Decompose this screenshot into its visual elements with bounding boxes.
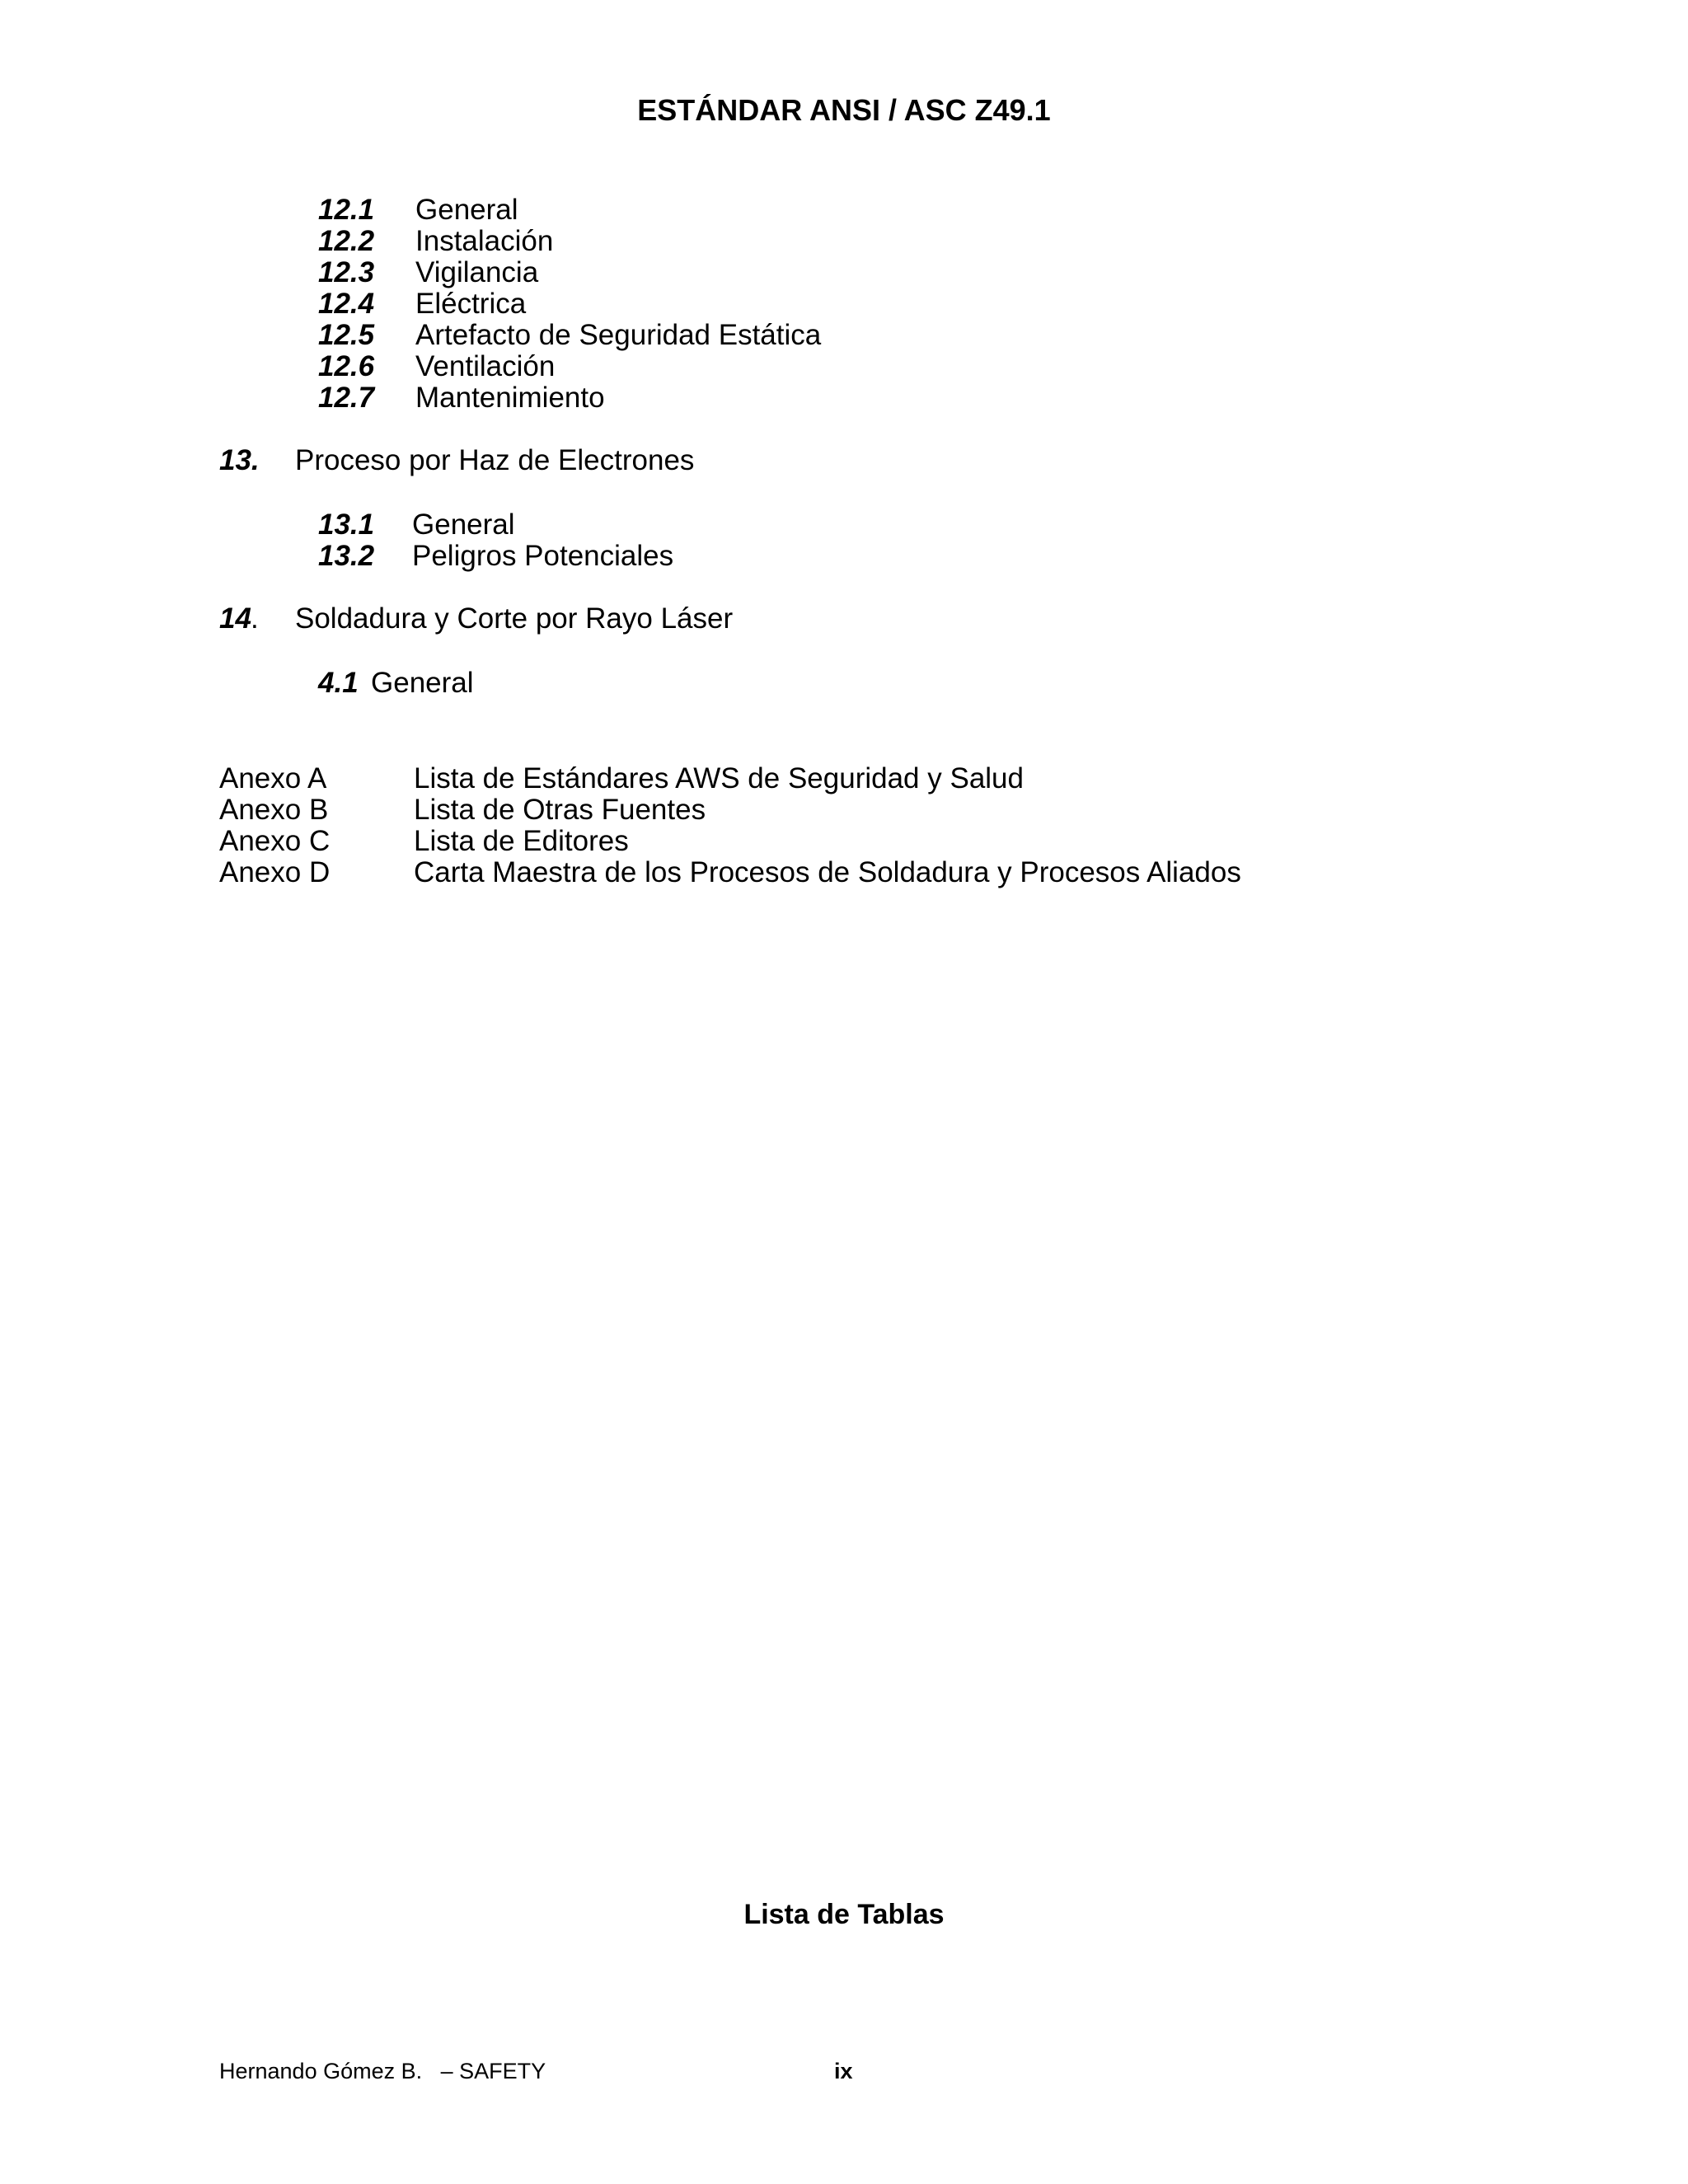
annex-name: Anexo B <box>219 794 329 826</box>
toc-entry-label: Mantenimiento <box>415 382 605 414</box>
toc-entry-number: 12.5 <box>318 319 375 351</box>
footer-author: Hernando Gómez B. – SAFETY <box>219 2059 546 2083</box>
annex-label: Lista de Otras Fuentes <box>414 794 706 826</box>
toc-entry-number: 12.7 <box>318 382 375 414</box>
annex-name: Anexo C <box>219 825 331 857</box>
toc-section-label: Proceso por Haz de Electrones <box>295 444 695 476</box>
toc-entry-label: General <box>371 667 474 699</box>
annex-label: Lista de Editores <box>414 825 629 857</box>
annex-name: Anexo D <box>219 856 331 888</box>
toc-entry-label: Eléctrica <box>415 288 527 320</box>
toc-entry-number: 12.6 <box>318 350 375 382</box>
toc-entry-label: Instalación <box>415 225 554 257</box>
toc-entry-label: General <box>412 509 515 541</box>
toc-entry-label: Artefacto de Seguridad Estática <box>415 319 822 351</box>
footer-page-number: ix <box>834 2059 853 2083</box>
toc-entry-number: 13.2 <box>318 540 375 572</box>
toc-entry-number: 12.4 <box>318 288 375 320</box>
annex-name: Anexo A <box>219 762 327 794</box>
toc-entry-number: 13.1 <box>318 509 375 541</box>
toc-entry-number: 12.3 <box>318 256 375 288</box>
toc-entry-label: Ventilación <box>415 350 556 382</box>
toc-entry-number: 4.1 <box>318 667 359 699</box>
annex-label: Lista de Estándares AWS de Seguridad y Salud <box>414 762 1024 794</box>
annex-label: Carta Maestra de los Procesos de Soldadura y Procesos Aliados <box>414 856 1241 888</box>
tables-heading: Lista de Tablas <box>743 1899 945 1930</box>
toc-entry-number: 12.2 <box>318 225 375 257</box>
toc-section-dot: . <box>251 602 259 635</box>
toc-section-number: 14 <box>219 602 251 635</box>
page-title: ESTÁNDAR ANSI / ASC Z49.1 <box>637 93 1051 127</box>
toc-entry-label: Peligros Potenciales <box>412 540 674 572</box>
toc-entry-number: 12.1 <box>318 194 375 226</box>
toc-section-number: 13. <box>219 444 260 476</box>
toc-entry-label: General <box>415 194 518 226</box>
toc-entry-label: Vigilancia <box>415 256 539 288</box>
toc-section-label: Soldadura y Corte por Rayo Láser <box>295 602 734 635</box>
